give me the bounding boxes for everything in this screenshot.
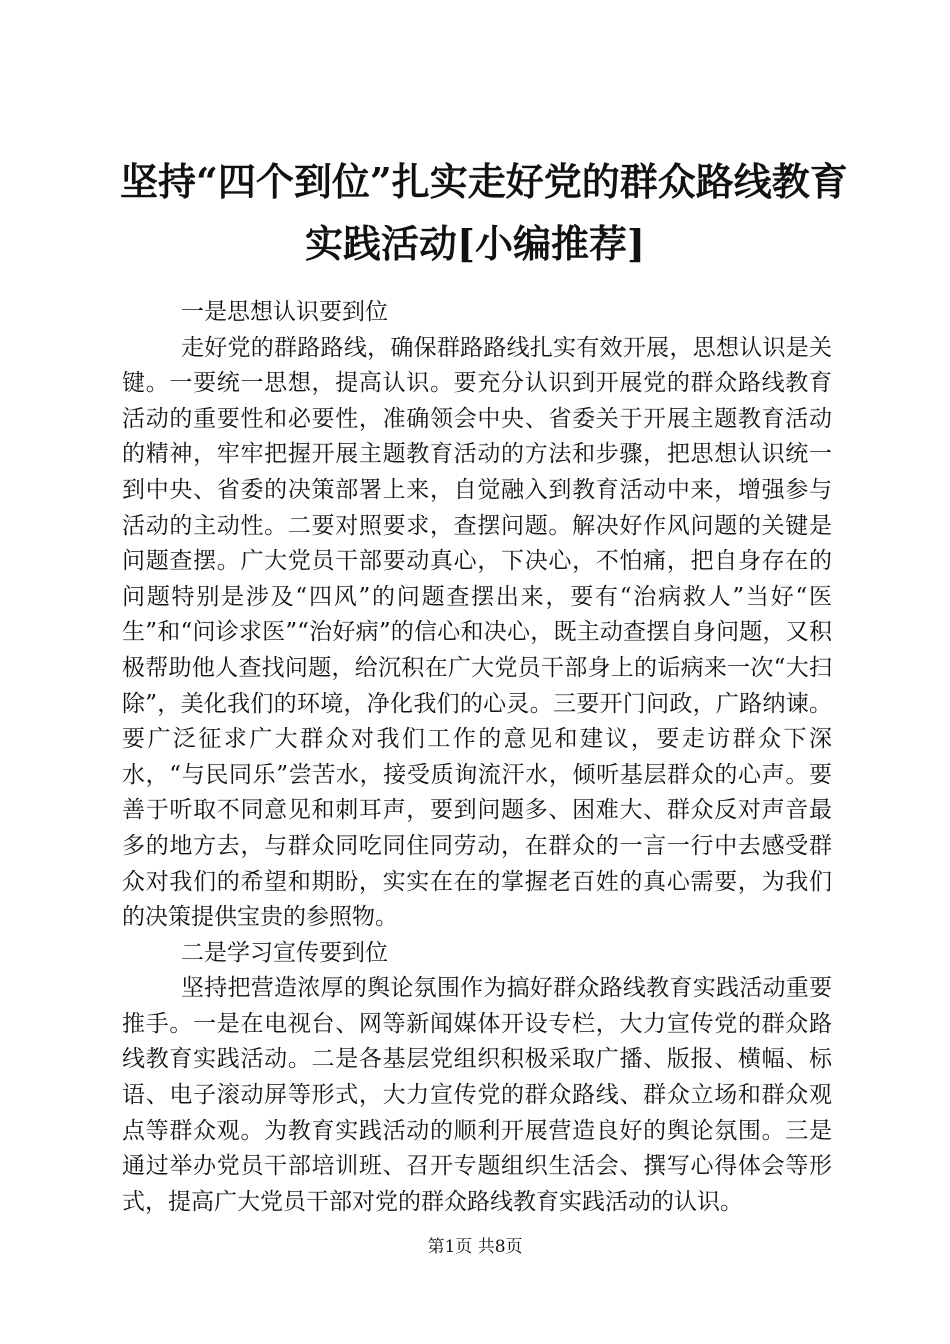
page-number-footer: 第1页 共8页 xyxy=(427,1237,523,1257)
document-body xyxy=(122,295,832,1220)
document-title-line1: 坚持“四个到位”扎实走好党的群众路线教育 xyxy=(120,159,848,204)
section-paragraph-1: 走好党的群路路线，确保群路路线扎实有效开展，思想认识是关键。一要统一思想，提高认识。要充分认识到开展党的群众路线教育活动的重要性和必要性，准确领会中央、省委关于开展主题教育活动的精神，牢牢把握开展主题教育活动的方法和步骤，把思想认识统一到中央、省委的决策部署上来，自觉融入到教育活动中来，增强参与活动的主动性。二要对照要求，查摆问题。解决好作风问题的关键是问题查摆。广大党员干部要动真心，下决心，不怕痛，把自身存在的问题特别是涉及“四风”的问题查摆出来，要有“治病救人”当好“医生”和“问诊求医”“治好病”的信心和决心，既主动查摆自身问题，又积极帮助他人查找问题，给沉积在广大党员干部身上的诟病来一次“大扫除”，美化我们的环境，净化我们的心灵。三要开门问政，广路纳谏。要广泛征求广大群众对我们工作的意见和建议，要走访群众下深水，“与民同乐”尝苦水，接受质询流汗水，倾听基层群众的心声。要善于听取不同意见和刺耳声，要到问题多、困难大、群众反对声音最多的地方去，与群众同吃同住同劳动，在群众的一言一行中去感受群众对我们的希望和期盼，实实在在的掌握老百姓的真心需要，为我们的决策提供宝贵的参照物。 xyxy=(122,334,832,931)
document-title-line2: 实践活动[小编推荐] xyxy=(305,221,645,266)
section-heading-1: 一是思想认识要到位 xyxy=(181,299,388,325)
section-paragraph-2: 坚持把营造浓厚的舆论氛围作为搞好群众路线教育实践活动重要推手。一是在电视台、网等新闻媒体开设专栏，大力宣传党的群众路线教育实践活动。二是各基层党组织积极采取广播、版报、横幅、标语、电子滚动屏等形式，大力宣传党的群众路线、群众立场和群众观点等群众观。为教育实践活动的顺利开展营造良好的舆论氛围。三是通过举办党员干部培训班、召开专题组织生活会、撰写心得体会等形式，提高广大党员干部对党的群众路线教育实践活动的认识。 xyxy=(122,975,832,1215)
section-heading-2: 二是学习宣传要到位 xyxy=(181,939,388,966)
